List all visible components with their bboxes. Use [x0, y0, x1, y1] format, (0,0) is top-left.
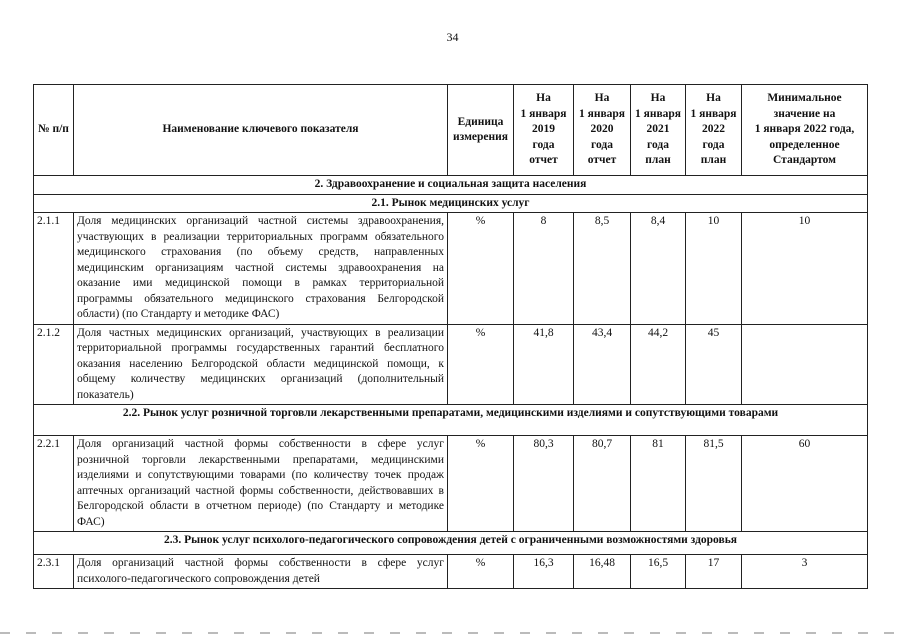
section-row	[34, 176, 868, 195]
row-min-value: 60	[742, 436, 868, 532]
row-unit: %	[448, 555, 514, 589]
row-unit: %	[448, 213, 514, 325]
row-min-value	[742, 324, 868, 405]
row-name: Доля медицинских организаций частной системы здравоохранения, участвующих в реализации территориальных программ обязательного медицинского страхования (по объему средств, направленных медицинским организациям частной системы здравоохранения на оказание ими медицинской помощи в рамках территориальной программы обязательного медицинского страхования Белгородской области) (по Стандарту и методике ФАС)	[74, 213, 448, 325]
row-value-2020: 8,5	[574, 213, 631, 325]
row-min-value: 10	[742, 213, 868, 325]
scan-edge-divider	[0, 632, 905, 634]
header-unit: Единица измерения	[448, 85, 514, 176]
section-title: 2. Здравоохранение и социальная защита населения	[34, 176, 868, 195]
row-value-2022: 17	[686, 555, 742, 589]
table-row	[34, 555, 868, 589]
subsection-title: 2.3. Рынок услуг психолого-педагогического сопровождения детей с ограниченными возможностями здоровья	[34, 532, 868, 555]
page-number: 34	[446, 30, 459, 44]
row-value-2021: 44,2	[631, 324, 686, 405]
header-2019: На 1 января 2019 года отчет	[514, 85, 574, 176]
table-row	[34, 324, 868, 405]
row-value-2019: 16,3	[514, 555, 574, 589]
row-value-2021: 81	[631, 436, 686, 532]
header-name: Наименование ключевого показателя	[74, 85, 448, 176]
row-name: Доля частных медицинских организаций, участвующих в реализации территориальной программы государственных гарантий бесплатного оказания населению Белгородской области медицинской помощи, к общему количеству медицинских организаций (дополнительный показатель)	[74, 324, 448, 405]
indicators-table	[33, 84, 868, 589]
table-header-row	[34, 85, 868, 176]
header-num: № п/п	[34, 85, 74, 176]
subsection-title: 2.2. Рынок услуг розничной торговли лекарственными препаратами, медицинскими изделиями и сопутствующими товарами	[34, 405, 868, 436]
row-value-2019: 8	[514, 213, 574, 325]
row-name: Доля организаций частной формы собственности в сфере услуг психолого-педагогического сопровождения детей	[74, 555, 448, 589]
row-num: 2.2.1	[34, 436, 74, 532]
row-value-2022: 45	[686, 324, 742, 405]
table-row	[34, 213, 868, 325]
row-value-2022: 81,5	[686, 436, 742, 532]
subsection-title: 2.1. Рынок медицинских услуг	[34, 194, 868, 213]
subsection-row	[34, 405, 868, 436]
row-num: 2.1.2	[34, 324, 74, 405]
row-value-2019: 41,8	[514, 324, 574, 405]
row-name: Доля организаций частной формы собственности в сфере услуг розничной торговли лекарственными препаратами, медицинскими изделиями и сопутствующими товарами (по количеству точек продаж аптечных организаций частной формы собственности, действовавших в Белгородской области в отчетном периоде) (по Стандарту и методике ФАС)	[74, 436, 448, 532]
row-value-2020: 80,7	[574, 436, 631, 532]
header-min-value: Минимальное значение на 1 января 2022 года, определенное Стандартом	[742, 85, 868, 176]
row-value-2021: 8,4	[631, 213, 686, 325]
row-num: 2.3.1	[34, 555, 74, 589]
row-unit: %	[448, 436, 514, 532]
table-row	[34, 436, 868, 532]
row-min-value: 3	[742, 555, 868, 589]
row-value-2020: 43,4	[574, 324, 631, 405]
subsection-row	[34, 194, 868, 213]
header-2022: На 1 января 2022 года план	[686, 85, 742, 176]
row-value-2021: 16,5	[631, 555, 686, 589]
row-value-2020: 16,48	[574, 555, 631, 589]
row-unit: %	[448, 324, 514, 405]
row-num: 2.1.1	[34, 213, 74, 325]
header-2020: На 1 января 2020 года отчет	[574, 85, 631, 176]
header-2021: На 1 января 2021 года план	[631, 85, 686, 176]
row-value-2019: 80,3	[514, 436, 574, 532]
subsection-row	[34, 532, 868, 555]
row-value-2022: 10	[686, 213, 742, 325]
